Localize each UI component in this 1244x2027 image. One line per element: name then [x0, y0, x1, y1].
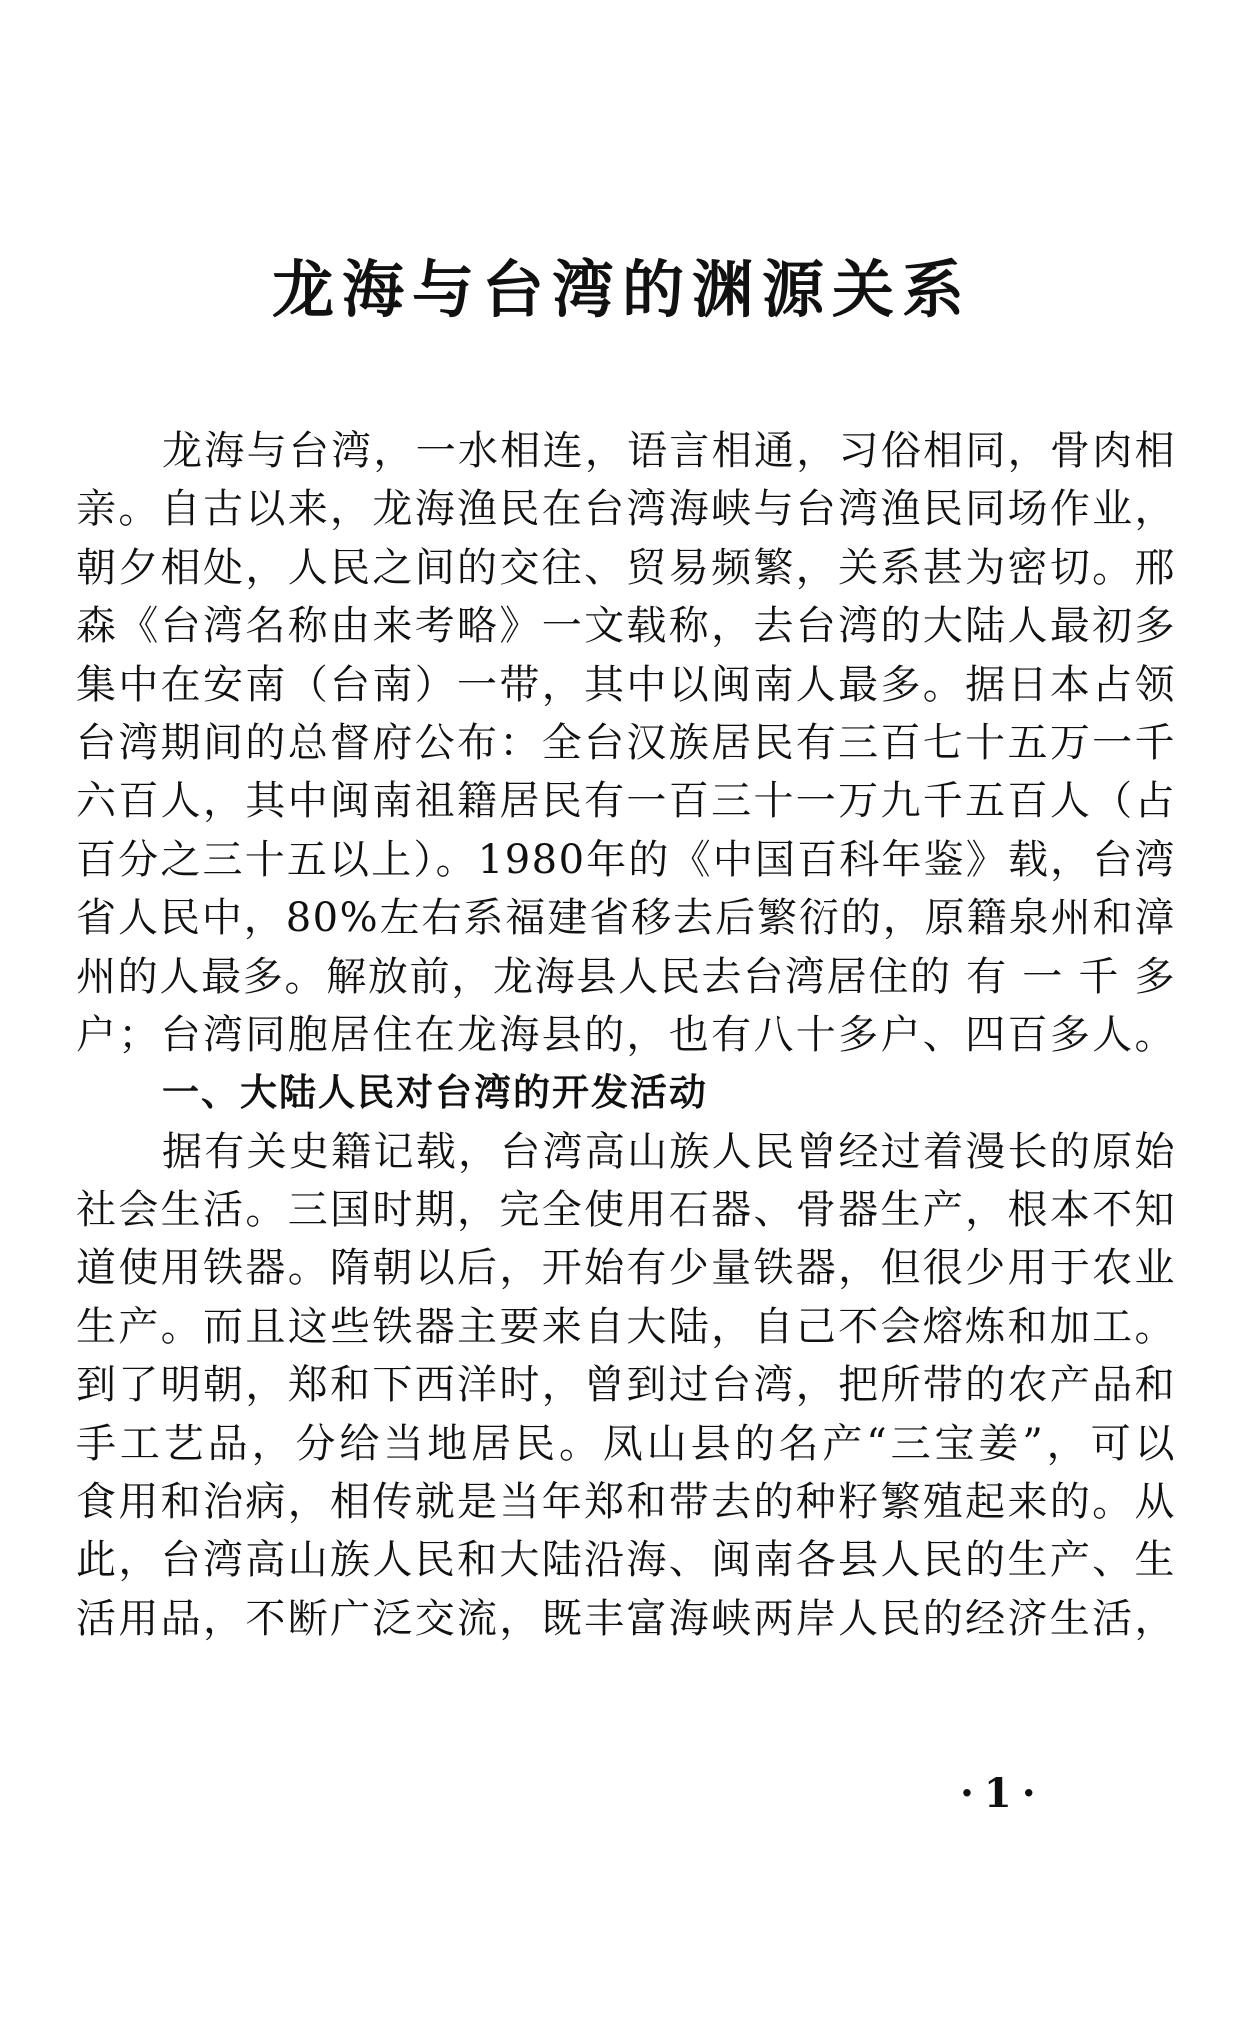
text-line: 龙海与台湾，一水相连，语言相通，习俗相同，骨肉相	[162, 428, 1176, 474]
text-line: 朝夕相处，人民之间的交往、贸易频繁，关系甚为密切。邢	[76, 544, 1176, 591]
page-number: ·1·	[960, 1770, 1046, 1817]
text-line: 亲。自古以来，龙海渔民在台湾海峡与台湾渔民同场作业，	[76, 486, 1176, 533]
text-line: 省人民中，80%左右系福建省移去后繁衍的，原籍泉州和漳	[76, 895, 1176, 942]
text-line: 到了明朝，郑和下西洋时，曾到过台湾，把所带的农产品和	[76, 1362, 1176, 1409]
text-line: 百分之三十五以上）。1980年的《中国百科年鉴》载，台湾	[76, 836, 1176, 883]
text-line: 集中在安南（台南）一带，其中以闽南人最多。据日本占领	[76, 661, 1176, 708]
text-line: 据有关史籍记载，台湾高山族人民曾经过着漫长的原始	[162, 1128, 1176, 1175]
text-line: 此，台湾高山族人民和大陆沿海、闽南各县人民的生产、生	[76, 1537, 1176, 1584]
section-heading: 一、大陆人民对台湾的开发活动	[162, 1071, 708, 1115]
text-line: 森《台湾名称由来考略》一文载称，去台湾的大陆人最初多	[76, 603, 1176, 650]
text-line: 道使用铁器。隋朝以后，开始有少量铁器，但很少用于农业	[76, 1245, 1176, 1292]
text-line: 州的人最多。解放前，龙海县人民去台湾居住的 有 一 千 多	[76, 953, 1176, 1000]
text-line: 食用和治病，相传就是当年郑和带去的种籽繁殖起来的。从	[76, 1479, 1176, 1526]
body-text	[76, 422, 1176, 1648]
text-line: 台湾期间的总督府公布：全台汉族居民有三百七十五万一千	[76, 719, 1176, 766]
text-line: 活用品，不断广泛交流，既丰富海峡两岸人民的经济生活，	[76, 1595, 1176, 1642]
text-line: 手工艺品，分给当地居民。凤山县的名产“三宝姜”，可以	[76, 1420, 1176, 1467]
page-title: 龙海与台湾的渊源关系	[271, 253, 972, 326]
text-line: 六百人，其中闽南祖籍居民有一百三十一万九千五百人（占	[76, 778, 1176, 825]
text-line: 社会生活。三国时期，完全使用石器、骨器生产，根本不知	[76, 1187, 1176, 1234]
text-line: 户；台湾同胞居住在龙海县的，也有八十多户、四百多人。	[76, 1011, 1176, 1058]
text-line: 生产。而且这些铁器主要来自大陆，自己不会熔炼和加工。	[76, 1303, 1176, 1350]
